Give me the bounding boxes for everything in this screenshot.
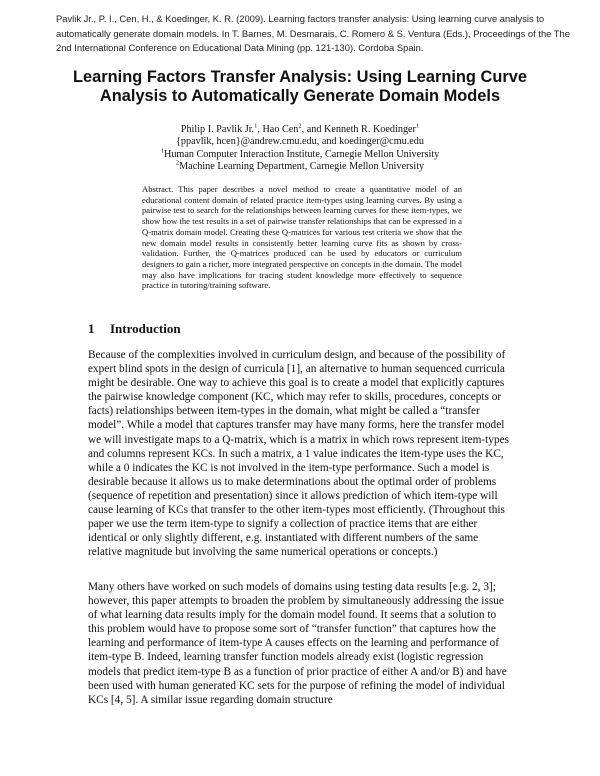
abstract: Abstract. This paper describes a novel method to create a quantitative model of an educational content domain of related practice item-types using learning curves. By using a pairwise test to search for the relationships between learning curves for these item-types, we show how the test results in a set of pairwise transfer relationships that can be expressed in a Q-matrix domain model. Creating these Q-matrices for various test criteria we show that the new domain model results in consistently better learning curve fits as shown by cross-validation. Further, the Q-matrices produced can be used by educators or curriculum designers to gain a richer, more integrated perspective on concepts in the domain. The model may also have implications for tracing student knowledge more effectively to sequence practice in tutoring/training software. [142, 184, 462, 291]
author-name: Philip I. Pavlik Jr. [180, 124, 255, 135]
citation-header: Pavlik Jr., P. I., Cen, H., & Koedinger, K. R. (2009). Learning factors transfer analysis: Using learning curve analysis to automatically generate domain models. In T. Barnes, M. Desmarais, C. Romero & S. Ventura (Eds.), Proceedings of the The 2nd International Conference on Educational Data Mining (pp. 121-130). Cordoba Spain. [56, 13, 570, 54]
body-paragraph: Many others have worked on such models of domains using testing data results [e.g. 2, 3]; however, this paper attempts to broaden the problem by simultaneously addressing the issue of what learning data results imply for the domain model found. It seems that a solution to this problem would have to propose some sort of “transfer function” that captures how the learning and performance of item-type A causes effects on the learning and performance of item-type B. Indeed, learning transfer function models already exist (logistic regression models that predict item-type B as a function of prior practice of either A and/or B) and have been used with human generated KC sets for the purpose of refining the model of individual KCs [4, 5]. A similar issue regarding domain structure [88, 581, 507, 706]
author-separator: , [257, 124, 263, 135]
author-emails: {ppavlik, hcen}@andrew.cmu.edu, and koedinger@cmu.edu [176, 136, 424, 148]
affiliation-2 [100, 161, 500, 173]
author-superscript: 1 [254, 122, 258, 130]
affiliation-superscript: 2 [175, 159, 180, 167]
author-names [100, 124, 500, 136]
affiliation-text: Machine Learning Department, Carnegie Mellon University [179, 160, 425, 172]
affiliation-1 [100, 149, 500, 161]
author-block [100, 124, 500, 173]
paper-title: Learning Factors Transfer Analysis: Using Learning Curve Analysis to Automatically Generate Domain Models [73, 68, 527, 105]
author-name: Hao Cen [262, 124, 299, 135]
author-superscript: 2 [298, 122, 302, 130]
affiliation-superscript: 1 [160, 147, 164, 155]
section-heading [88, 321, 508, 337]
affiliation-text: Human Computer Interaction Institute, Carnegie Mellon University [163, 148, 440, 160]
author-superscript: 1 [415, 122, 420, 130]
author-name: Kenneth R. Koedinger [324, 124, 416, 135]
section-number: 1 [88, 321, 95, 336]
body-paragraph: Because of the complexities involved in curriculum design, and because of the possibility of expert blind spots in the design of curricula [1], an alternative to human sequenced curricula might be desirable. One way to achieve this goal is to create a model that explicitly captures the pairwise knowledge component (KC, which may refer to skills, procedures, concepts or facts) relationships between item-types in the domain, what might be called a “transfer model”. While a model that captures transfer may have many forms, here the transfer model we will investigate maps to a Q-matrix, which is a matrix in which rows represent item-types and columns represent KCs. In such a matrix, a 1 value indicates the item-type uses the KC, while a 0 indicates the KC is not involved in the item-type performance. Such a model is desirable because it allows us to make determinations about the optimal order of problems (sequence of repetition and presentation) since it allows prediction of which item-type will cause learning of KCs that transfer to the other item-types most efficiently. (Throughout this paper we use the term item-type to signify a collection of practice items that are either identical or only slightly different, e.g. instantiated with different numbers of the same relative magnitude but involving the same numerical operations or concepts.) [88, 349, 510, 559]
author-separator: , and [301, 124, 324, 135]
section-title: Introduction [110, 321, 181, 336]
